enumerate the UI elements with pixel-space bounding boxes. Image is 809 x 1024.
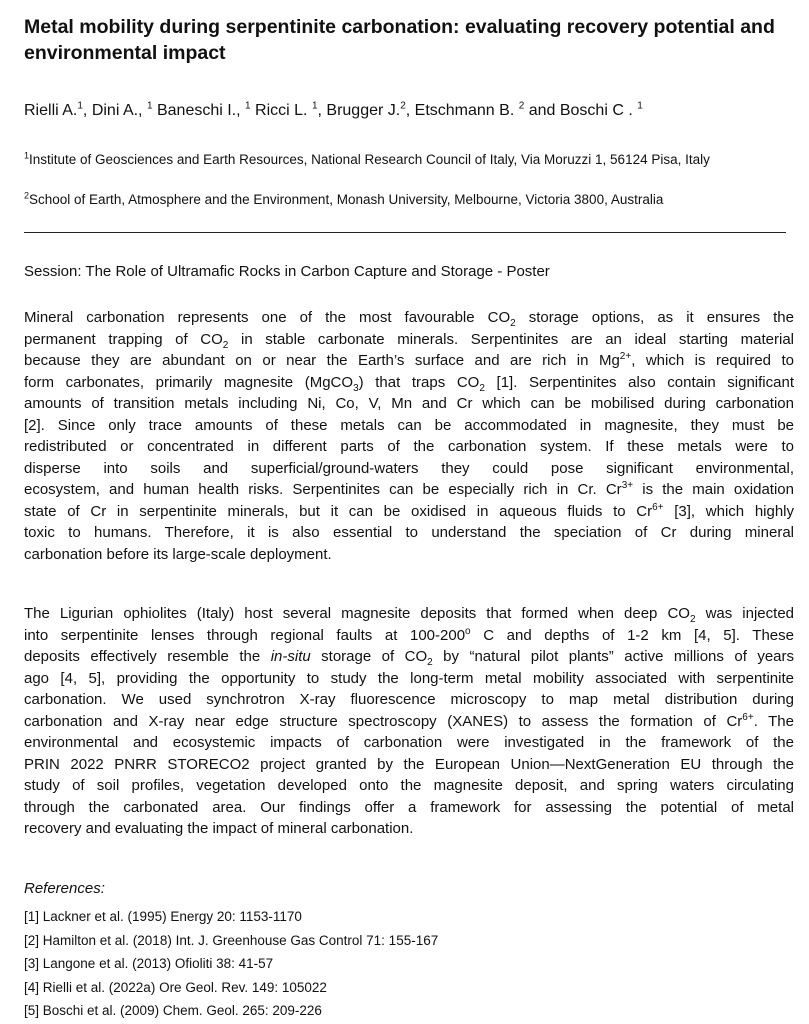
text-line: PRIN 2022 PNRR STORECO2 project granted by the European Union—NextGeneration EU through the <box>24 755 794 773</box>
author-name: Baneschi I., <box>156 102 246 119</box>
author-affiliation-marker: 2 <box>518 100 525 112</box>
text-line: form carbonates, primarily magnesite (MgCO$_3$) that traps $CO_2$ [1]. Serpentinites also contain significant <box>24 373 794 394</box>
text-line: environmental and ecosystemic impacts of carbonation were investigated in the framework of the <box>24 734 794 751</box>
text-line: toxic to humans. Therefore, it is also essential to understand the speciation of Cr during mineral <box>24 524 794 541</box>
affiliation-1-text: Institute of Geosciences and Earth Resources, National Research Council of Italy, Via Moruzzi 1, 56124 Pisa, Italy <box>29 152 710 167</box>
text-line: state of Cr in serpentinite minerals, but it can be oxidised in aqueous fluids to $Cr^{6+}$ [3], which highly <box>24 501 795 520</box>
text-line: recovery and evaluating the impact of mineral carbonation. <box>24 820 414 837</box>
author-name: Etschmann B. <box>414 102 519 119</box>
author-affiliation-marker: 1 <box>77 100 83 112</box>
affiliation-2 <box>24 190 794 209</box>
text-line: into serpentinite lenses through regional faults at 100-200$^o$ C and depths of 1-2 km [4, 5]. These <box>24 625 794 644</box>
affiliation-1-marker: 1 <box>24 150 30 161</box>
author-name: Ricci L. <box>255 102 312 119</box>
text-line: redistributed or concentrated in different parts of the carbonation system. If these metals were to <box>24 438 794 455</box>
text-line: permanent trapping of $CO_2$ in stable carbonate minerals. Serpentinites are an ideal starting material <box>24 330 794 351</box>
reference-item: [1] Lackner et al. (1995) Energy 20: 1153-1170 <box>24 909 302 924</box>
references-heading: References: <box>24 880 105 897</box>
text-line: carbonation before its large-scale deployment. <box>24 545 332 563</box>
reference-item: [3] Langone et al. (2013) Ofioliti 38: 41-57 <box>24 956 274 971</box>
affiliation-1 <box>24 150 794 169</box>
author-affiliation-marker: 1 <box>311 100 318 112</box>
reference-item: [5] Boschi et al. (2009) Chem. Geol. 265: 209-226 <box>24 1003 322 1018</box>
author-affiliation-marker: 1 <box>146 100 153 112</box>
divider-line <box>24 232 786 233</box>
reference-item: [2] Hamilton et al. (2018) Int. J. Greenhouse Gas Control 71: 155-167 <box>24 932 439 948</box>
session-label: Session: The Role of Ultramafic Rocks in Carbon Capture and Storage - Poster <box>24 263 550 280</box>
text-line: The Ligurian ophiolites (Italy) host several magnesite deposits that formed when deep $CO_2$ was injected <box>24 605 794 625</box>
body-paragraph-2 <box>24 603 794 840</box>
author-name: Dini A., <box>91 102 147 119</box>
affiliation-2-marker: 2 <box>24 190 30 201</box>
text-line: because they are abundant on or near the Earth’s surface and are rich in $Mg^{2+}$, which is required to <box>24 351 794 369</box>
author-name: Rielli A. <box>24 102 78 119</box>
abstract-title: Metal mobility during serpentinite carbonation: evaluating recovery potential and environmental impact <box>24 16 775 64</box>
text-line: deposits effectively resemble the in-situ storage of $CO_2$ by “natural pilot plants” active millions of years <box>24 648 795 668</box>
text-line: disperse into soils and superficial/ground-waters they could pose significant environmental, <box>24 459 794 477</box>
text-line: ago [4, 5], providing the opportunity to study the long-term metal mobility associated with serpentinite <box>24 669 794 687</box>
text-line: [2]. Since only trace amounts of these metals can be accommodated in magnesite, they must be <box>24 416 794 434</box>
text-line: through the carbonated area. Our findings offer a framework for assessing the potential of metal <box>24 798 794 816</box>
affiliation-2-text: School of Earth, Atmosphere and the Environment, Monash University, Melbourne, Victoria 3800, Australia <box>29 192 664 207</box>
text-line: carbonation. We used synchrotron X-ray fluorescence microscopy to map metal distribution during <box>24 691 794 708</box>
text-line: ecosystem, and human health risks. Serpentinites can be especially rich in Cr. $Cr^{3+}$ is the main oxidation <box>24 480 794 498</box>
references-list <box>24 905 794 1023</box>
author-list: Rielli A.$^1$, Dini A., $^1$ Baneschi I., $^1$ Ricci L. $^1$, Brugger J.$^2$, Etschmann B. $^2$ and Boschi C . $^1$ <box>24 100 643 119</box>
text-line: study of soil profiles, vegetation developed onto the magnesite deposit, and spring waters circulating <box>24 777 794 794</box>
author-affiliation-marker: 1 <box>245 100 251 112</box>
author-name: Brugger J. <box>326 102 401 119</box>
author-name: Boschi C . <box>559 102 638 119</box>
body-paragraph-1 <box>24 307 794 565</box>
text-line: carbonation and X-ray near edge structure spectroscopy (XANES) to assess the formation of $Cr^{6+}$. The <box>24 711 794 730</box>
author-affiliation-marker: 2 <box>400 100 406 112</box>
text-line: Mineral carbonation represents one of the most favourable $CO_2$ storage options, as it ensures the <box>24 309 794 329</box>
reference-item: [4] Rielli et al. (2022a) Ore Geol. Rev. 149: 105022 <box>24 979 327 995</box>
text-line: amounts of transition metals including Ni, Co, V, Mn and Cr which can be mobilised during carbonation <box>24 395 794 412</box>
author-affiliation-marker: 1 <box>637 100 643 112</box>
